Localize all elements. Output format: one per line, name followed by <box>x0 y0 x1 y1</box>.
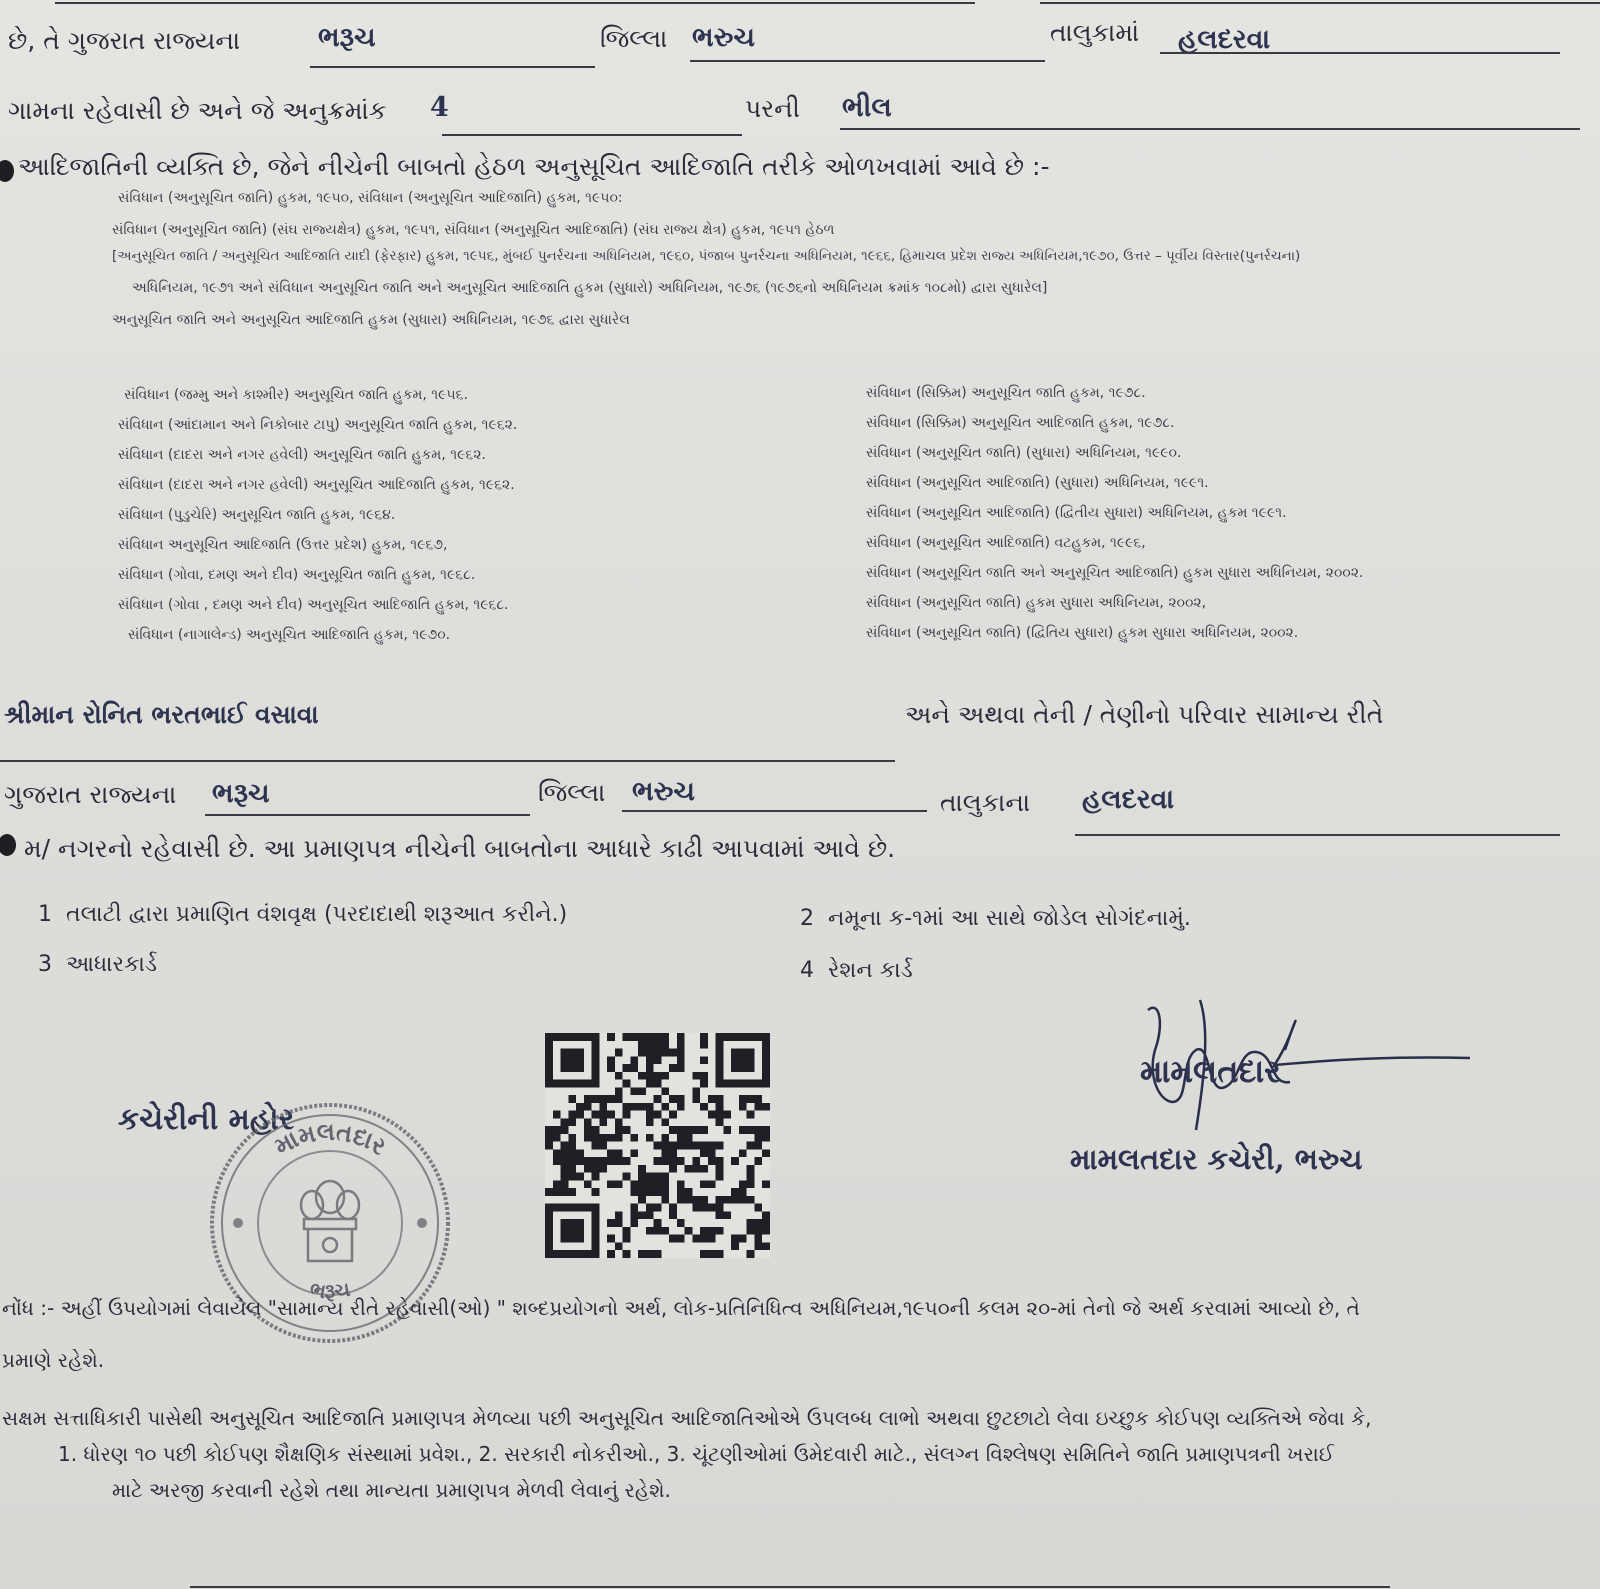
document-item-number: 4 <box>800 958 814 983</box>
order-right-item: સંવિધાન (સિક્કિમ) અનુસૂચિત જાતિ હુકમ, ૧૯૭૮. <box>866 385 1146 401</box>
taluka-underline <box>1160 52 1560 54</box>
order-right-item: સંવિધાન (અનુસૂચિત જાતિ અને અનુસૂચિત આદિજાતિ) હુકમ સુધારા અધિનિયમ, ૨૦૦૨. <box>866 565 1364 581</box>
document-item-number: 3 <box>38 952 52 977</box>
document-item-label: આધારકાર્ડ <box>66 952 157 977</box>
order-left-item: સંવિધાન (જમ્મુ અને કાશ્મીર) અનુસૂચિત જાતિ હુકમ, ૧૯૫૬. <box>124 387 468 403</box>
order-right-item: સંવિધાન (સિક્કિમ) અનુસૂચિત આદિજાતિ હુકમ, ૧૯૭૮. <box>866 415 1175 431</box>
district-value-2: ભરુચ <box>692 22 755 53</box>
tribe-underline <box>840 128 1580 130</box>
person-district-underline-2 <box>622 810 927 812</box>
district-label: જિલ્લા <box>600 24 668 53</box>
person-taluka-label: તાલુકાના <box>940 788 1031 817</box>
order-left-item: સંવિધાન (ગોવા , દમણ અને દીવ) અનુસૂચિત આદિજાતિ હુકમ, ૧૯૬૮. <box>118 597 509 613</box>
orders-intro-line: સંવિધાન (અનુસૂચિત જાતિ) હુકમ, ૧૯૫૦, સંવિધાન (અનુસૂચિત આદિજાતિ) હુકમ, ૧૯૫૦: <box>118 190 623 206</box>
order-left-item: સંવિધાન (પુડુચેરિ) અનુસૂચિત જાતિ હુકમ, ૧૯૬૪. <box>118 507 396 523</box>
name-underline <box>0 760 895 762</box>
punch-hole-dot <box>0 160 14 182</box>
orders-intro-line: અધિનિયમ, ૧૯૭૧ અને સંવિધાન અનુસૂચિત જાતિ અને અનુસૂચિત આદિજાતિ હુકમ (સુધારો) અધિનિયમ, ૧૯૭૬ (૧૯૭૬નો અધિનિયમ ક્રમાંક ૧૦૮મો) દ્વારા સુધારેલ] <box>132 280 1048 296</box>
punch-hole-dot <box>0 834 16 856</box>
person-district-underline <box>205 814 530 816</box>
top-rule-left <box>55 2 975 4</box>
seal-bottom-text: ભરૂચ <box>308 1276 352 1304</box>
district-value: ભરૂચ <box>318 22 376 53</box>
order-right-item: સંવિધાન (અનુસૂચિત આદિજાતિ) (દ્વિતીય સુધારા) અધિનિયમ, હુકમ ૧૯૯૧. <box>866 505 1287 521</box>
family-phrase: અને અથવા તેની / તેણીનો પરિવાર સામાન્ય રીતે <box>905 700 1384 729</box>
note-line: પ્રમાણે રહેશે. <box>2 1348 105 1372</box>
document-item-number: 2 <box>800 906 814 931</box>
order-left-item: સંવિધાન (આંદામાન અને નિકોબાર ટાપુ) અનુસૂચિત જાતિ હુકમ, ૧૯૬૨. <box>118 417 518 433</box>
order-left-item: સંવિધાન (ગોવા, દમણ અને દીવ) અનુસૂચિત જાતિ હુકમ, ૧૯૬૮. <box>118 567 476 583</box>
order-right-item: સંવિધાન (અનુસૂચિત આદિજાતિ) (સુધારા) અધિનિયમ, ૧૯૯૧. <box>866 475 1209 491</box>
bottom-rule <box>190 1586 1390 1588</box>
document-item-label: રેશન કાર્ડ <box>828 958 913 983</box>
order-left-item: સંવિધાન (નાગાલેન્ડ) અનુસૂચિત આદિજાતિ હુકમ, ૧૯૭૦. <box>128 627 451 643</box>
benefit-line: 1. ધોરણ ૧૦ પછી કોઈપણ શૈક્ષણિક સંસ્થામાં પ્રવેશ., 2. સરકારી નોકરીઓ., 3. ચૂંટણીઓમાં ઉમેદવારી માટે., સંલગ્ન વિશ્લેષણ સમિતિને જાતિ પ્રમાણપત્રની ખરાઈ <box>58 1442 1335 1466</box>
person-district-value: ભરૂચ <box>212 778 270 809</box>
person-district-value-2: ભરુચ <box>632 776 695 807</box>
serial-suffix: પરની <box>745 94 800 123</box>
seal-ring-text: મામલતદાર <box>269 1117 392 1161</box>
note-line: નોંધ :- અહીં ઉપયોગમાં લેવાયેલ "સામાન્ય રીતે રહેવાસી(ઓ) " શબ્દપ્રયોગનો અર્થ, લોક-પ્રતિનિધિત્વ અધિનિયમ,૧૯૫૦ની કલમ ૨૦-માં તેનો જે અર્થ કરવામાં આવ્યો છે, તે <box>2 1296 1360 1320</box>
person-district-label: જિલ્લા <box>538 778 606 807</box>
tribe-statement: આદિજાતિની વ્યક્તિ છે, જેને નીચેની બાબતો હેઠળ અનુસૂચિત આદિજાતિ તરીકે ઓળખવામાં આવે છે :- <box>18 152 1050 181</box>
serial-underline <box>442 134 742 136</box>
district-underline-2 <box>690 60 1045 62</box>
district-underline <box>310 66 595 68</box>
person-taluka-underline <box>1075 834 1560 836</box>
order-right-item: સંવિધાન (અનુસૂચિત જાતિ) (દ્વિતિય સુધારા) હુકમ સુધારા અધિનિયમ, ૨૦૦૨. <box>866 625 1299 641</box>
intro-phrase: છે, તે ગુજરાત રાજ્યના <box>8 26 241 55</box>
tribe-value: ભીલ <box>842 92 892 123</box>
emblem-icon <box>301 1181 359 1261</box>
taluka-label: તાલુકામાં <box>1050 18 1140 47</box>
order-left-item: સંવિધાન (દાદરા અને નગર હવેલી) અનુસૂચિત જાતિ હુકમ, ૧૯૬૨. <box>118 447 486 463</box>
signatory-title: મામલતદાર <box>1140 1052 1281 1090</box>
taluka-value: હલદરવા <box>1178 24 1271 55</box>
qr-code-icon <box>545 1033 770 1258</box>
office-seal-label: કચેરીની મહોર <box>118 1102 295 1137</box>
order-left-item: સંવિધાન અનુસૂચિત આદિજાતિ (ઉત્તર પ્રદેશ) હુકમ, ૧૯૬૭, <box>118 537 448 553</box>
order-left-item: સંવિધાન (દાદરા અને નગર હવેલી) અનુસૂચિત આદિજાતિ હુકમ, ૧૯૬૨. <box>118 477 515 493</box>
order-right-item: સંવિધાન (અનુસૂચિત આદિજાતિ) વટહુકમ, ૧૯૯૬, <box>866 535 1146 551</box>
state-phrase: ગુજરાત રાજ્યના <box>4 780 177 809</box>
signatory-office: મામલતદાર કચેરી, ભરુચ <box>1070 1142 1363 1176</box>
residence-statement: મ/ નગરનો રહેવાસી છે. આ પ્રમાણપત્ર નીચેની બાબતોના આધારે કાઢી આપવામાં આવે છે. <box>24 834 896 863</box>
document-item-number: 1 <box>38 902 52 927</box>
top-rule-right <box>1040 2 1600 4</box>
order-right-item: સંવિધાન (અનુસૂચિત જાતિ) હુકમ સુધારા અધિનિયમ, ૨૦૦૨, <box>866 595 1207 611</box>
benefit-line: સક્ષમ સત્તાધિકારી પાસેથી અનુસૂચિત આદિજાતિ પ્રમાણપત્ર મેળવ્યા પછી અનુસૂચિત આદિજાતિઓએ ઉપલબ્ધ લાભો અથવા છુટછાટો લેવા ઇચ્છુક કોઈપણ વ્યક્તિએ જેવા કે, <box>2 1406 1372 1430</box>
orders-intro-line: [અનુસૂચિત જાતિ / અનુસૂચિત આદિજાતિ યાદી (ફેરફાર) હુકમ, ૧૯૫૬, મુંબઈ પુનર્રચના અધિનિયમ, ૧૯૬૦, પંજાબ પુનર્રચના અધિનિયમ, ૧૯૬૬, હિમાચલ પ્રદેશ રાજ્ય અધિનિયમ,૧૯૭૦, ઉત્તર – પૂર્વીય વિસ્તાર(પુનર્રચના) <box>112 248 1301 264</box>
person-taluka-value: હલદરવા <box>1082 784 1175 815</box>
document-item-label: તલાટી દ્વારા પ્રમાણિત વંશવૃક્ષ (પરદાદાથી શરૂઆત કરીને.) <box>66 902 568 927</box>
document-item-label: નમૂના ક-૧માં આ સાથે જોડેલ સોગંદનામું. <box>828 906 1191 931</box>
orders-intro-line: સંવિધાન (અનુસૂચિત જાતિ) (સંઘ રાજ્યક્ષેત્ર) હુકમ, ૧૯૫૧, સંવિધાન (અનુસૂચિત આદિજાતિ) (સંઘ રાજ્ય ક્ષેત્ર) હુકમ, ૧૯૫૧ હેઠળ <box>112 222 835 238</box>
orders-intro-line: અનુસૂચિત જાતિ અને અનુસૂચિત આદિજાતિ હુકમ (સુધારા) અધિનિયમ, ૧૯૭૬ દ્વારા સુધારેલ <box>112 312 630 328</box>
person-name: શ્રીમાન રોનિત ભરતભાઈ વસાવા <box>4 700 319 729</box>
order-right-item: સંવિધાન (અનુસૂચિત જાતિ) (સુધારા) અધિનિયમ, ૧૯૯૦. <box>866 445 1182 461</box>
benefit-line: માટે અરજી કરવાની રહેશે તથા માન્યતા પ્રમાણપત્ર મેળવી લેવાનું રહેશે. <box>112 1478 671 1502</box>
village-phrase: ગામના રહેવાસી છે અને જે અનુક્રમાંક <box>8 96 387 125</box>
serial-value: 4 <box>430 92 449 123</box>
